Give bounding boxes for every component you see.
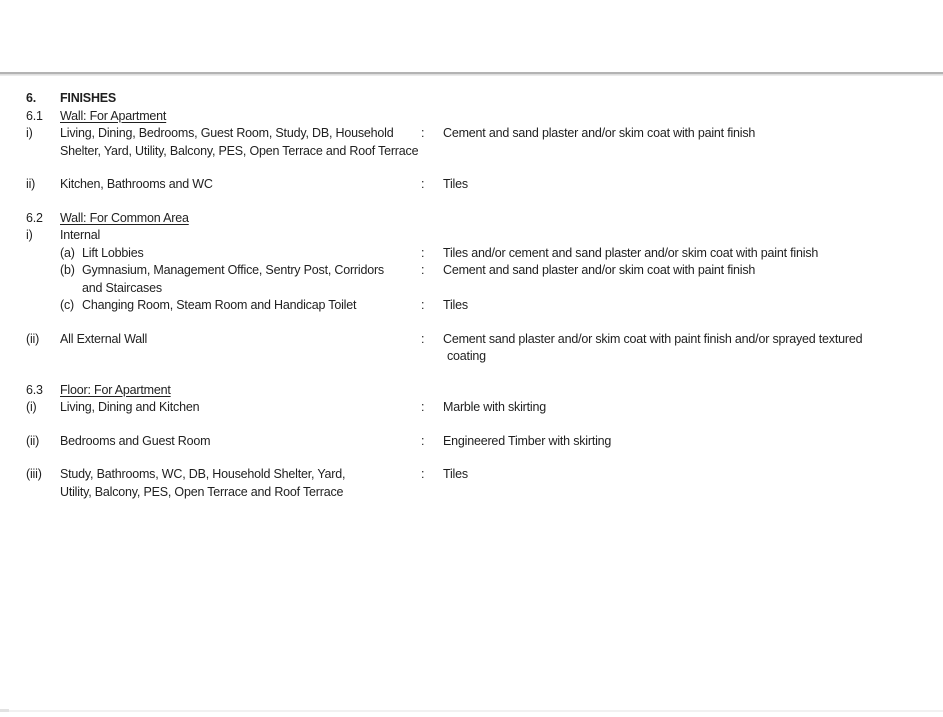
row-marker: (ii) [26,331,40,346]
subsection-number: 6.2 [26,210,43,225]
subrow-label-text: Changing Room, Steam Room and Handicap Toilet [82,298,357,312]
row-value-line: Cement and sand plaster and/or skim coat with paint finish [443,126,756,140]
row-label [60,176,421,194]
row-label [60,245,421,263]
subrow-label-text: Gymnasium, Management Office, Sentry Post, Corridors [82,263,384,277]
row-label-line: and Staircases [82,280,162,295]
row-label [60,433,421,451]
spec-row [26,125,943,160]
row-value [443,176,943,194]
spec-subrow [26,297,943,315]
row-colon: : [421,263,425,277]
subsection-heading-row [26,108,943,126]
section-title: FINISHES [60,91,117,105]
row-marker: (iii) [26,467,42,481]
row-colon: : [421,433,425,448]
row-label [60,262,421,297]
row-value-line: Marble with skirting [443,400,546,414]
spec-row [26,399,943,417]
subsection-title: Floor: For Apartment [60,382,171,397]
row-colon: : [421,245,425,260]
spec-row [26,433,943,451]
row-label [60,125,421,160]
row-label-line [60,262,421,280]
row-colon: : [421,177,425,191]
spec-row [26,176,943,194]
row-marker: (i) [26,400,37,414]
row-label-line: Bedrooms and Guest Room [60,433,211,448]
row-colon: : [421,400,425,414]
row-value-line: Tiles and/or cement and sand plaster and/or skim coat with paint finish [443,245,819,260]
row-value-line: Tiles [443,298,468,312]
row-label-line: All External Wall [60,331,148,346]
row-marker: ii) [26,177,36,191]
spec-row [26,466,943,501]
spec-subrow [26,245,943,263]
row-label-line: Living, Dining, Bedrooms, Guest Room, Study, DB, Household [60,126,394,140]
row-colon: : [421,298,425,312]
row-label-line [60,245,421,263]
row-label-line: Study, Bathrooms, WC, DB, Household Shelter, Yard, [60,467,346,481]
row-label [60,399,421,417]
spec-row [26,227,943,245]
subsection-title: Wall: For Apartment [60,108,167,123]
row-colon: : [421,467,425,481]
row-label [60,331,421,349]
row-value [443,466,943,484]
finishes-document [0,90,943,501]
row-value-line: Engineered Timber with skirting [443,433,612,448]
row-value-line: Cement sand plaster and/or skim coat with paint finish and/or sprayed textured [443,331,863,346]
subrow-marker: (c) [60,298,74,312]
row-label [60,227,421,245]
row-value [443,433,943,451]
row-label [60,297,421,315]
subsection-number: 6.3 [26,382,43,397]
subrow-marker: (b) [60,263,75,277]
row-marker: (ii) [26,433,40,448]
row-label-line: Internal [60,228,101,242]
row-value [443,125,943,143]
row-label-line: Living, Dining and Kitchen [60,400,200,414]
section-heading-row [26,90,943,108]
row-marker: i) [26,126,33,140]
row-value-line: Tiles [443,177,468,191]
row-label-line: Shelter, Yard, Utility, Balcony, PES, Open Terrace and Roof Terrace [60,143,419,158]
row-value [443,399,943,417]
subrow-marker: (a) [60,245,75,260]
row-marker: i) [26,228,33,242]
top-divider-line [0,72,943,76]
spec-row [26,331,943,366]
bottom-edge-smudge [0,709,9,712]
row-value-line: Cement and sand plaster and/or skim coat with paint finish [443,263,756,277]
row-colon: : [421,331,425,346]
row-label-line [60,297,421,315]
row-value-line: coating [447,349,486,363]
subsection-number: 6.1 [26,108,43,123]
subsection-title: Wall: For Common Area [60,210,189,225]
row-value [443,331,943,366]
row-value [443,297,943,315]
subsection-heading-row [26,382,943,400]
row-label-line: Kitchen, Bathrooms and WC [60,177,213,191]
row-colon: : [421,126,425,140]
row-value [443,245,943,263]
row-label [60,466,421,501]
bottom-edge-line [0,710,943,712]
section-number: 6. [26,91,37,105]
spec-subrow [26,262,943,297]
row-value-line: Tiles [443,467,468,481]
row-label-line: Utility, Balcony, PES, Open Terrace and Roof Terrace [60,484,344,499]
subrow-label-text: Lift Lobbies [82,245,144,260]
subsection-heading-row [26,210,943,228]
row-value [443,262,943,280]
